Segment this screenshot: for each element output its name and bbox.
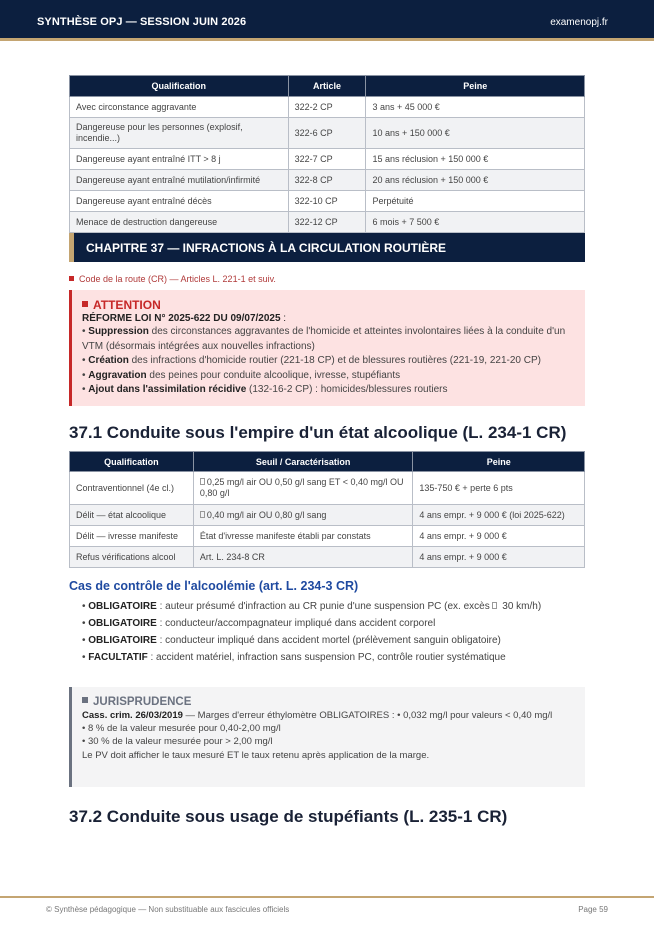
subsection-heading-controle: Cas de contrôle de l'alcoolémie (art. L. 234-3 CR)	[69, 579, 359, 593]
chapter-banner	[69, 233, 585, 262]
cell-qualification: Délit — ivresse manifeste	[70, 526, 194, 547]
table-row	[70, 505, 585, 526]
cell-seuil: Art. L. 234-8 CR	[193, 547, 413, 568]
cell-article: 322-12 CP	[288, 212, 366, 233]
table-row	[70, 212, 585, 233]
column-header-article: Article	[288, 76, 366, 97]
square-bullet-icon	[82, 301, 88, 307]
list-item-text: 30 km/h)	[499, 601, 542, 612]
list-item-keyword: OBLIGATOIRE	[88, 601, 157, 612]
footer-disclaimer: © Synthèse pédagogique — Non substituable aux fascicules officiels	[46, 905, 290, 914]
attention-subtitle	[82, 312, 585, 325]
attention-item-text: des circonstances aggravantes de l'homicide et atteintes involontaires liées à la conduite d'un VTM (désormais intégrées aux nouvelles infractions)	[82, 326, 566, 352]
cell-qualification: Avec circonstance aggravante	[70, 97, 289, 118]
attention-item-text: des peines pour conduite alcoolique, ivresse, stupéfiants	[146, 369, 401, 381]
square-bullet-icon	[82, 697, 88, 703]
list-item-keyword: OBLIGATOIRE	[88, 635, 157, 646]
table-row	[70, 472, 585, 505]
cell-seuil	[193, 472, 413, 505]
table-row	[70, 526, 585, 547]
cell-qualification: Dangereuse ayant entraîné mutilation/infirmité	[70, 170, 289, 191]
jurisprudence-line: • 30 % de la valeur mesurée pour > 2,00 mg/l	[82, 736, 273, 748]
legal-source-text: Code de la route (CR) — Articles L. 221-1 et suiv.	[79, 274, 276, 284]
site-name: examenopj.fr	[550, 17, 608, 28]
table-row	[70, 170, 585, 191]
attention-callout	[69, 290, 585, 406]
missing-glyph-icon	[492, 602, 497, 609]
square-bullet-icon	[69, 276, 74, 281]
attention-item: • Création des infractions d'homicide routier (221-18 CP) et de blessures routières (221-19, 221-20 CP)	[82, 355, 541, 366]
list-item-keyword: OBLIGATOIRE	[88, 618, 157, 629]
cell-article: 322-6 CP	[288, 118, 366, 149]
column-header-qualification: Qualification	[70, 452, 194, 472]
document-title: SYNTHÈSE OPJ — SESSION JUIN 2026	[37, 16, 247, 28]
attention-item-keyword: Ajout dans l'assimilation récidive	[88, 384, 247, 395]
cell-peine: 3 ans + 45 000 €	[366, 97, 585, 118]
cell-qualification: Refus vérifications alcool	[70, 547, 194, 568]
legal-source-note	[69, 274, 276, 284]
cell-article: 322-8 CP	[288, 170, 366, 191]
case-reference: Cass. crim. 26/03/2019	[82, 710, 183, 721]
missing-glyph-icon	[200, 478, 205, 485]
jurisprudence-heading	[82, 695, 585, 709]
attention-item-keyword: Suppression	[88, 326, 149, 337]
cell-qualification: Menace de destruction dangereuse	[70, 212, 289, 233]
list-item: • OBLIGATOIRE : conducteur/accompagnateur impliqué dans accident corporel	[82, 618, 436, 629]
attention-item: • Suppression des circonstances aggravantes de l'homicide et atteintes involontaires liées à la conduite d'un VTM (désormais intégrées aux nouvelles infractions)	[82, 326, 566, 352]
jurisprudence-callout	[69, 687, 585, 787]
jurisprudence-intro-text: — Marges d'erreur éthylomètre OBLIGATOIRES : • 0,032 mg/l pour valeurs < 0,40 mg/l	[182, 710, 553, 721]
cell-qualification: Dangereuse ayant entraîné décès	[70, 191, 289, 212]
jurisprudence-body	[82, 709, 585, 762]
cell-article: 322-10 CP	[288, 191, 366, 212]
cell-peine: 15 ans réclusion + 150 000 €	[366, 149, 585, 170]
cell-peine: 20 ans réclusion + 150 000 €	[366, 170, 585, 191]
list-item-text: : auteur présumé d'infraction au CR punie d'une suspension PC (ex. excès	[156, 601, 493, 612]
attention-item-text: des infractions d'homicide routier (221-18 CP) et de blessures routières (221-19, 221-20 CP)	[128, 355, 541, 366]
list-item-keyword: FACULTATIF	[88, 652, 148, 663]
cell-article: 322-2 CP	[288, 97, 366, 118]
list-item-text: : conducteur impliqué dans accident mortel (prélèvement sanguin obligatoire)	[156, 635, 501, 646]
chapter-title: CHAPITRE 37 — INFRACTIONS À LA CIRCULATION ROUTIÈRE	[86, 241, 447, 255]
seuil-text: 0,40 mg/l air OU 0,80 g/l sang	[206, 509, 327, 520]
cell-qualification: Dangereuse pour les personnes (explosif, incendie...)	[70, 118, 289, 149]
cell-peine: 10 ans + 150 000 €	[366, 118, 585, 149]
footer-divider	[0, 896, 654, 898]
column-header-qualification: Qualification	[70, 76, 289, 97]
table-row	[70, 191, 585, 212]
cell-seuil: État d'ivresse manifeste établi par constats	[193, 526, 413, 547]
list-item-text: : accident matériel, infraction sans suspension PC, contrôle routier systématique	[147, 652, 506, 663]
control-cases-list	[82, 600, 586, 668]
table-row	[70, 547, 585, 568]
table-row	[70, 118, 585, 149]
list-item: • OBLIGATOIRE : auteur présumé d'infraction au CR punie d'une suspension PC (ex. excès 30 km/h)	[82, 601, 542, 612]
cell-qualification: Dangereuse ayant entraîné ITT > 8 j	[70, 149, 289, 170]
destruction-penalties-table	[69, 75, 585, 233]
cell-peine: 135-750 € + perte 6 pts	[413, 472, 585, 505]
attention-item: • Aggravation des peines pour conduite alcoolique, ivresse, stupéfiants	[82, 369, 401, 381]
page-header	[0, 0, 654, 41]
jurisprudence-line: Le PV doit afficher le taux mesuré ET le taux retenu après application de la marge.	[82, 749, 430, 761]
cell-peine: Perpétuité	[366, 191, 585, 212]
attention-heading	[82, 298, 585, 312]
section-heading-37-2: 37.2 Conduite sous usage de stupéfiants (L. 235-1 CR)	[69, 807, 508, 826]
cell-article: 322-7 CP	[288, 149, 366, 170]
jurisprudence-label: JURISPRUDENCE	[93, 696, 192, 708]
cell-peine: 4 ans empr. + 9 000 €	[413, 526, 585, 547]
attention-item-keyword: Création	[88, 355, 129, 366]
jurisprudence-intro	[82, 709, 565, 722]
cell-qualification: Contraventionnel (4e cl.)	[70, 472, 194, 505]
table-header-row	[70, 76, 585, 97]
list-item: • FACULTATIF : accident matériel, infraction sans suspension PC, contrôle routier systématique	[82, 652, 506, 663]
subtitle-colon: :	[280, 313, 287, 324]
cell-peine: 4 ans empr. + 9 000 €	[413, 547, 585, 568]
cell-qualification: Délit — état alcoolique	[70, 505, 194, 526]
attention-item: • Ajout dans l'assimilation récidive (132-16-2 CP) : homicides/blessures routiers	[82, 384, 448, 395]
column-header-peine: Peine	[413, 452, 585, 472]
seuil-text: 0,25 mg/l air OU 0,50 g/l sang ET < 0,40 mg/l OU 0,80 g/l	[199, 477, 404, 498]
reform-reference: RÉFORME LOI N° 2025-622 DU 09/07/2025	[82, 313, 281, 324]
cell-seuil	[193, 505, 413, 526]
jurisprudence-line: • 8 % de la valeur mesurée pour 0,40-2,00 mg/l	[82, 723, 281, 735]
cell-peine: 6 mois + 7 500 €	[366, 212, 585, 233]
table-row	[70, 149, 585, 170]
table-row	[70, 97, 585, 118]
attention-item-keyword: Aggravation	[88, 369, 147, 381]
attention-item-text: (132-16-2 CP) : homicides/blessures routiers	[246, 384, 448, 395]
list-item-text: : conducteur/accompagnateur impliqué dans accident corporel	[156, 618, 436, 629]
column-header-seuil: Seuil / Caractérisation	[193, 452, 413, 472]
table-header-row	[70, 452, 585, 472]
attention-label: ATTENTION	[93, 298, 161, 312]
section-heading-37-1: 37.1 Conduite sous l'empire d'un état alcoolique (L. 234-1 CR)	[69, 423, 567, 442]
column-header-peine: Peine	[366, 76, 585, 97]
list-item: • OBLIGATOIRE : conducteur impliqué dans accident mortel (prélèvement sanguin obligatoire)	[82, 635, 501, 646]
missing-glyph-icon	[200, 511, 205, 518]
page-number: Page 59	[578, 905, 608, 914]
alcohol-driving-table	[69, 451, 585, 568]
cell-peine: 4 ans empr. + 9 000 € (loi 2025-622)	[413, 505, 585, 526]
